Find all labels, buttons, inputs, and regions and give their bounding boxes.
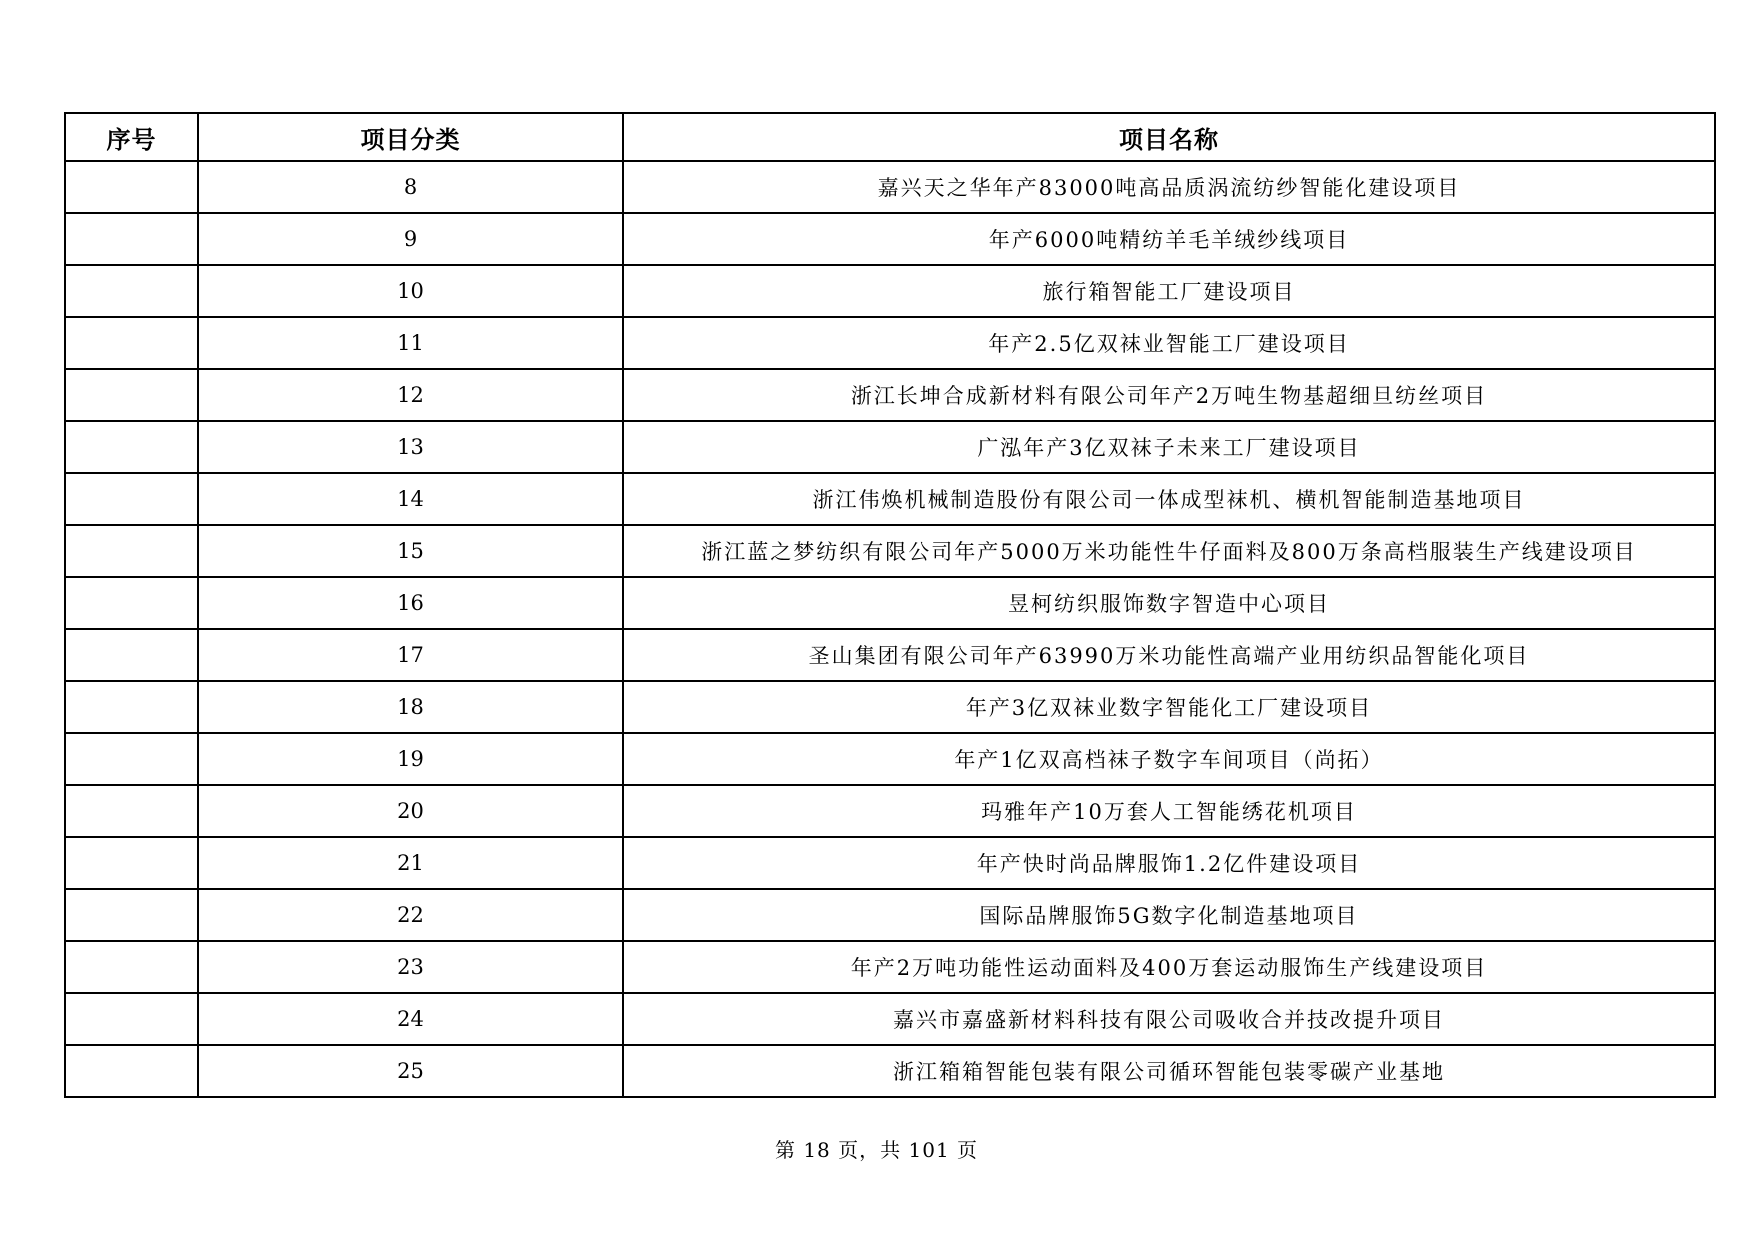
cell-project-name: 玛雅年产10万套人工智能绣花机项目 [623, 785, 1715, 837]
cell-category: 22 [198, 889, 623, 941]
table-row [65, 213, 1715, 265]
cell-seq [65, 785, 198, 837]
cell-seq [65, 629, 198, 681]
cell-category: 24 [198, 993, 623, 1045]
cell-category: 23 [198, 941, 623, 993]
cell-category: 21 [198, 837, 623, 889]
cell-seq [65, 525, 198, 577]
table-row [65, 941, 1715, 993]
cell-category: 20 [198, 785, 623, 837]
header-seq: 序号 [65, 113, 198, 161]
cell-project-name: 旅行箱智能工厂建设项目 [623, 265, 1715, 317]
cell-project-name: 嘉兴市嘉盛新材料科技有限公司吸收合并技改提升项目 [623, 993, 1715, 1045]
cell-seq [65, 889, 198, 941]
table-row [65, 473, 1715, 525]
table-row [65, 525, 1715, 577]
table-row [65, 889, 1715, 941]
cell-seq [65, 993, 198, 1045]
table-row [65, 265, 1715, 317]
cell-seq [65, 733, 198, 785]
cell-category: 13 [198, 421, 623, 473]
cell-category: 16 [198, 577, 623, 629]
cell-category: 19 [198, 733, 623, 785]
cell-seq [65, 265, 198, 317]
table-body [65, 161, 1715, 1097]
page-number: 第 18 页，共 101 页 [774, 1138, 979, 1162]
cell-project-name: 昱柯纺织服饰数字智造中心项目 [623, 577, 1715, 629]
cell-project-name: 年产3亿双袜业数字智能化工厂建设项目 [623, 681, 1715, 733]
cell-seq [65, 161, 198, 213]
table-row [65, 161, 1715, 213]
header-category: 项目分类 [198, 113, 623, 161]
cell-seq [65, 577, 198, 629]
table-row [65, 1045, 1715, 1097]
cell-category: 8 [198, 161, 623, 213]
cell-project-name: 年产2.5亿双袜业智能工厂建设项目 [623, 317, 1715, 369]
cell-seq [65, 213, 198, 265]
cell-category: 25 [198, 1045, 623, 1097]
cell-seq [65, 317, 198, 369]
cell-project-name: 浙江箱箱智能包装有限公司循环智能包装零碳产业基地 [623, 1045, 1715, 1097]
table-row [65, 733, 1715, 785]
table-row [65, 681, 1715, 733]
table-row [65, 837, 1715, 889]
cell-category: 9 [198, 213, 623, 265]
cell-project-name: 圣山集团有限公司年产63990万米功能性高端产业用纺织品智能化项目 [623, 629, 1715, 681]
table-row [65, 993, 1715, 1045]
cell-category: 14 [198, 473, 623, 525]
cell-project-name: 年产快时尚品牌服饰1.2亿件建设项目 [623, 837, 1715, 889]
cell-project-name: 年产1亿双高档袜子数字车间项目（尚拓） [623, 733, 1715, 785]
cell-category: 10 [198, 265, 623, 317]
table-row [65, 785, 1715, 837]
cell-category: 11 [198, 317, 623, 369]
table-row [65, 317, 1715, 369]
table-row [65, 421, 1715, 473]
cell-category: 18 [198, 681, 623, 733]
cell-category: 17 [198, 629, 623, 681]
table-row [65, 369, 1715, 421]
cell-seq [65, 837, 198, 889]
cell-category: 15 [198, 525, 623, 577]
cell-seq [65, 473, 198, 525]
cell-seq [65, 681, 198, 733]
cell-category: 12 [198, 369, 623, 421]
cell-project-name: 广泓年产3亿双袜子未来工厂建设项目 [623, 421, 1715, 473]
table-header-row [65, 113, 1715, 161]
cell-project-name: 嘉兴天之华年产83000吨高品质涡流纺纱智能化建设项目 [623, 161, 1715, 213]
cell-seq [65, 421, 198, 473]
table-row [65, 577, 1715, 629]
project-table [64, 112, 1716, 1098]
cell-project-name: 浙江伟焕机械制造股份有限公司一体成型袜机、横机智能制造基地项目 [623, 473, 1715, 525]
cell-seq [65, 369, 198, 421]
header-name: 项目名称 [623, 113, 1715, 161]
cell-project-name: 国际品牌服饰5G数字化制造基地项目 [623, 889, 1715, 941]
cell-seq [65, 941, 198, 993]
cell-project-name: 浙江长坤合成新材料有限公司年产2万吨生物基超细旦纺丝项目 [623, 369, 1715, 421]
cell-project-name: 年产2万吨功能性运动面料及400万套运动服饰生产线建设项目 [623, 941, 1715, 993]
cell-project-name: 年产6000吨精纺羊毛羊绒纱线项目 [623, 213, 1715, 265]
cell-project-name: 浙江蓝之梦纺织有限公司年产5000万米功能性牛仔面料及800万条高档服装生产线建设项目 [623, 525, 1715, 577]
table-row [65, 629, 1715, 681]
cell-seq [65, 1045, 198, 1097]
